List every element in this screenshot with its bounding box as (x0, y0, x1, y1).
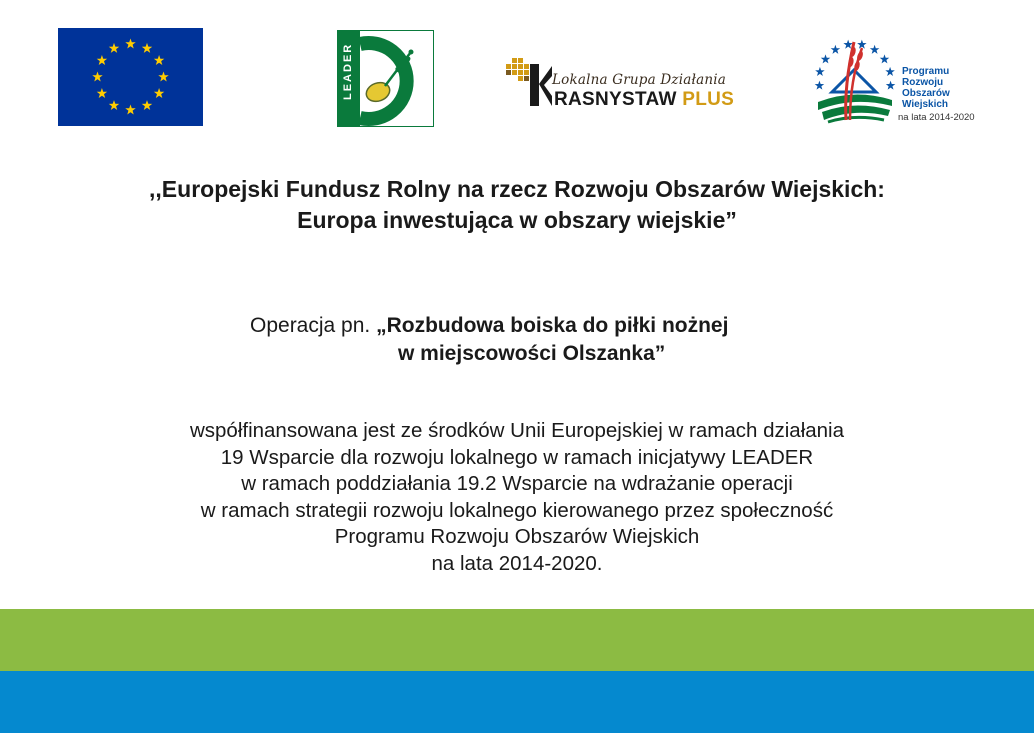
headline-line-2: Europa inwestująca w obszary wiejskie” (297, 207, 737, 233)
prow-star-icon (821, 54, 831, 63)
funding-line: w ramach poddziałania 19.2 Wsparcie na wdrażanie operacji (241, 472, 793, 495)
operation-name-line-1: „Rozbudowa boiska do piłki nożnej (376, 314, 729, 337)
prow-line: Obszarów (902, 88, 950, 99)
leader-logo (337, 30, 434, 127)
prow-star-icon (815, 81, 825, 90)
prow-line: Programu (902, 66, 950, 77)
prow-line: Wiejskich (902, 99, 949, 110)
headline (0, 174, 1034, 236)
operation-label: Operacja pn. (250, 314, 371, 337)
prow-line: Rozwoju (902, 77, 944, 88)
prow-star-icon (857, 40, 867, 49)
prow-star-icon (870, 45, 880, 54)
prow-star-icon (885, 67, 895, 76)
funding-line: Programu Rozwoju Obszarów Wiejskich (334, 525, 700, 548)
lgd-mosaic-icon (502, 52, 552, 112)
operation-name-line-2: w miejscowości Olszanka” (398, 342, 666, 365)
green-band (0, 609, 1034, 671)
prow-years: na lata 2014-2020 (898, 112, 975, 123)
leader-vertical-text: LEADER (342, 42, 354, 100)
funding-line: 19 Wsparcie dla rozwoju lokalnego w ramach inicjatywy LEADER (220, 445, 814, 469)
lgd-name: RASNYSTAW PLUS (554, 89, 735, 110)
eu-stars-icon (58, 28, 203, 126)
lgd-tagline: Lokalna Grupa Działania (552, 72, 726, 88)
prow-star-icon (831, 45, 841, 54)
funding-line: współfinansowana jest ze środków Unii Europejskiej w ramach działania (189, 419, 845, 442)
prow-star-icon (886, 81, 896, 90)
blue-band (0, 671, 1034, 733)
prow-name (902, 66, 950, 110)
funding-statement (0, 418, 1034, 577)
prow-emblem-icon (810, 30, 900, 130)
eu-flag-logo (58, 28, 203, 126)
operation-title (250, 312, 728, 368)
headline-line-1: ,,Europejski Fundusz Rolny na rzecz Rozwoju Obszarów Wiejskich: (149, 176, 885, 202)
prow-logo (810, 30, 980, 130)
funding-line: na lata 2014-2020. (431, 551, 603, 575)
lgd-krasnystaw-logo (502, 52, 757, 112)
prow-star-icon (880, 54, 890, 63)
funding-line: w ramach strategii rozwoju lokalnego kierowanego przez społeczność (200, 498, 834, 522)
prow-star-icon (815, 67, 825, 76)
